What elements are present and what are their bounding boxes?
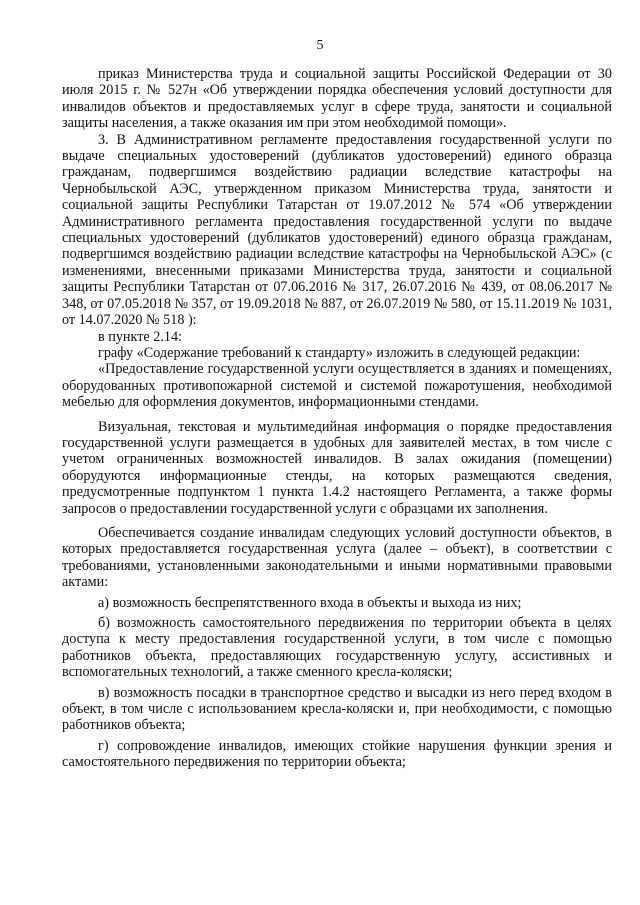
document-body	[62, 66, 612, 771]
list-item-b: б) возможность самостоятельного передвижения по территории объекта в целях доступа к месту предоставления государственной услуги, в том числе с помощью работников объекта, предоставляющих государственную услугу, ассистивных и вспомогательных технологий, а также сменного кресла-коляски;	[62, 615, 612, 681]
paragraph-information: Визуальная, текстовая и мультимедийная информация о порядке предоставления государственной услуги размещается в удобных для заявителей местах, в том числе с учетом ограниченных возможностей инвалидов. В залах ожидания (помещении) оборудуются информационные стенды, на которых размещаются сведения, предусмотренные подпунктом 1 пункта 1.4.2 настоящего Регламента, а также формы запросов о предоставлении государственной услуги с образцами их заполнения.	[62, 418, 612, 517]
paragraph-clause-2-14: в пункте 2.14:	[98, 328, 183, 345]
list-item-g: г) сопровождение инвалидов, имеющих стойкие нарушения функции зрения и самостоятельного передвижения по территории объекта;	[62, 737, 612, 771]
page-number: 5	[316, 38, 324, 53]
list-item-v: в) возможность посадки в транспортное средство и высадки из него перед входом в объект, в том числе с использованием кресла-коляски и, при необходимости, с помощью работников объекта;	[62, 684, 612, 734]
paragraph-service-premises: «Предоставление государственной услуги осуществляется в зданиях и помещениях, оборудованных противопожарной системой и системой пожаротушения, необходимой мебелью для оформления документов, информационными стендами.	[62, 361, 612, 411]
paragraph-accessibility-intro: Обеспечивается создание инвалидам следующих условий доступности объектов, в которых предоставляется государственная услуга (далее – объект), в соответствии с требованиями, установленными законодательными и иными нормативными правовыми актами:	[62, 524, 612, 591]
paragraph-column-heading: графу «Содержание требований к стандарту» изложить в следующей редакции:	[98, 344, 581, 361]
paragraph-order-reference: приказ Министерства труда и социальной защиты Российской Федерации от 30 июля 2015 г. № 527н «Об утверждении порядка обеспечения условий доступности для инвалидов объектов и предоставляемых услуг в сфере труда, занятости и социальной защиты населения, а также оказания им при этом необходимой помощи».	[62, 66, 612, 132]
list-item-a: а) возможность беспрепятственного входа в объекты и выхода из них;	[98, 594, 522, 611]
paragraph-item-3: 3. В Административном регламенте предоставления государственной услуги по выдаче специальных удостоверений (дубликатов удостоверений) единого образца гражданам, подвергшимся воздействию радиации вследствие катастрофы на Чернобыльской АЭС, утвержденном приказом Министерства труда, занятости и социальной защиты Республики Татарстан от 19.07.2012 № 574 «Об утверждении Административного регламента предоставления государственной услуги по выдаче специальных удостоверений (дубликатов удостоверений) единого образца гражданам, подвергшимся воздействию радиации вследствие катастрофы на Чернобыльской АЭС» (с изменениями, внесенными приказами Министерства труда, занятости и социальной защиты Республики Татарстан от 07.06.2016 № 317, 26.07.2016 № 439, от 08.06.2017 № 348, от 07.05.2018 № 357, от 19.09.2018 № 887, от 26.07.2019 № 580, от 15.11.2019 № 1031, от 14.07.2020 № 518 ):	[62, 131, 612, 329]
